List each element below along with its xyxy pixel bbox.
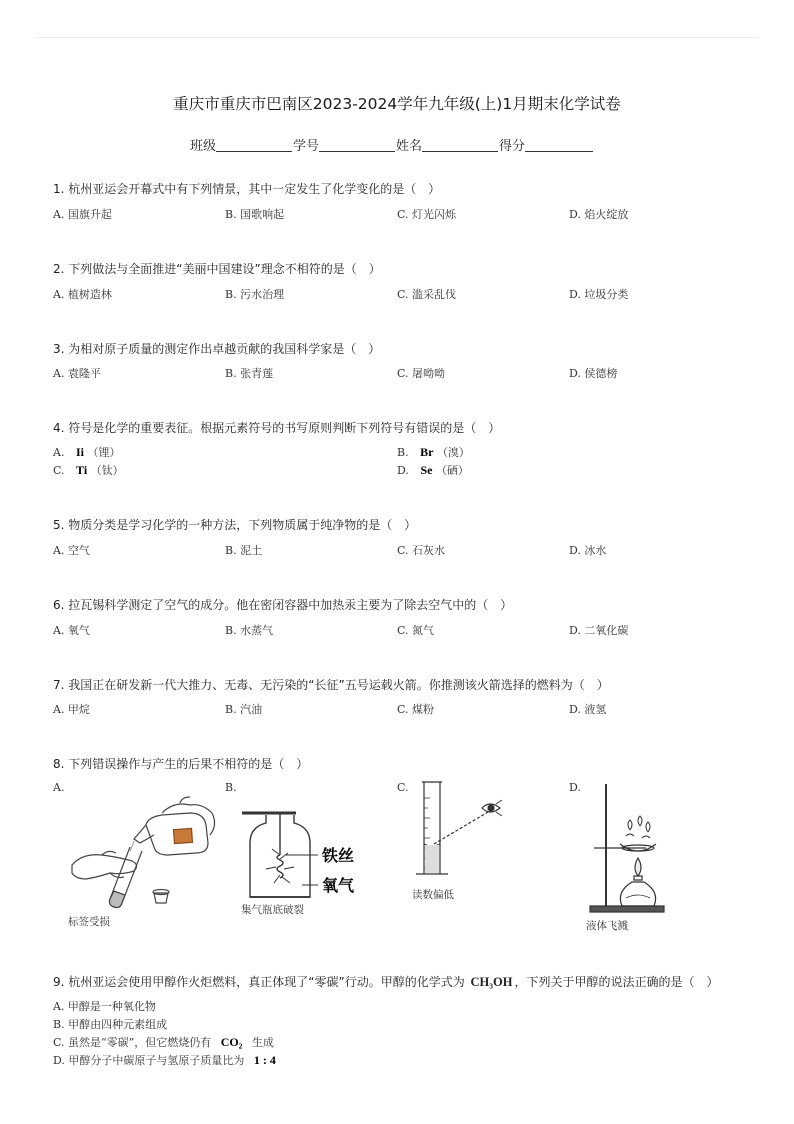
oxygen-label: 氧气 [322, 876, 355, 895]
q4-option-a[interactable] [53, 444, 120, 460]
q9-option-c-after: 生成 [251, 1036, 274, 1049]
q4-option-b[interactable] [397, 444, 470, 460]
q1-option-a[interactable]: A. 国旗升起 [53, 208, 112, 221]
class-label: 班级 [190, 139, 217, 154]
q3-option-b[interactable]: B. 张青莲 [225, 367, 274, 380]
q4-option-a-name: （锂） [87, 446, 121, 459]
q1-option-c[interactable]: C. 灯光闪烁 [397, 208, 457, 221]
q9-formula: CH₃OH [470, 975, 513, 989]
class-blank[interactable] [216, 139, 292, 152]
q7-option-c[interactable]: C. 煤粉 [397, 703, 435, 716]
top-rule [36, 37, 758, 38]
q9-text-before: 9. 杭州亚运会使用甲醇作火炬燃料，真正体现了“零碳”行动。甲醇的化学式为 [53, 975, 465, 989]
cylinder-reading-figure [410, 778, 510, 888]
q8-caption-d: 液体飞溅 [586, 920, 628, 932]
q5-option-a[interactable]: A. 空气 [53, 544, 90, 557]
q8-option-b[interactable]: B. [225, 781, 237, 794]
question-7: 7. 我国正在研发新一代大推力、无毒、无污染的“长征”五号运载火箭。你推测该火箭选择的燃料为（ ） [53, 678, 609, 692]
name-label: 姓名 [396, 139, 423, 154]
question-8: 8. 下列错误操作与产生的后果不相符的是（ ） [53, 757, 309, 771]
q3-option-a[interactable]: A. 袁隆平 [53, 367, 101, 380]
q4-option-a-letter: A. [53, 446, 65, 459]
q6-option-b[interactable]: B. 水蒸气 [225, 624, 274, 637]
score-blank[interactable] [525, 139, 593, 152]
q4-option-c-name: （钛） [90, 464, 124, 477]
q9-option-d-ratio: 1 : 4 [253, 1053, 276, 1067]
q4-option-c-letter: C. [53, 464, 65, 477]
q4-option-d-name: （硒） [435, 464, 469, 477]
q8-caption-c: 读数偏低 [412, 889, 454, 901]
q8-caption-a: 标签受损 [68, 916, 110, 928]
q7-option-a[interactable]: A. 甲烷 [53, 703, 90, 716]
q9-text-after: ，下列关于甲醇的说法正确的是（ ） [514, 975, 719, 989]
gas-bottle-figure [240, 805, 370, 905]
number-blank[interactable] [319, 139, 395, 152]
q8-caption-b: 集气瓶底破裂 [241, 904, 304, 916]
q3-option-c[interactable]: C. 屠呦呦 [397, 367, 446, 380]
score-label: 得分 [499, 139, 526, 154]
q8-option-a[interactable]: A. [53, 781, 65, 794]
q2-option-c[interactable]: C. 滥采乱伐 [397, 288, 457, 301]
q5-option-c[interactable]: C. 石灰水 [397, 544, 446, 557]
q7-option-b[interactable]: B. 汽油 [225, 703, 263, 716]
q4-option-d[interactable] [397, 462, 469, 478]
q6-option-c[interactable]: C. 氮气 [397, 624, 435, 637]
q9-option-c-before: C. 虽然是“零碳”，但它燃烧仍有 [53, 1036, 212, 1049]
q9-option-c-formula: CO₂ [220, 1035, 243, 1049]
q2-option-d[interactable]: D. 垃圾分类 [569, 288, 629, 301]
question-6: 6. 拉瓦锡科学测定了空气的成分。他在密闭容器中加热汞主要为了除去空气中的（ ） [53, 598, 513, 612]
q9-option-d-before: D. 甲醇分子中碳原子与氢原子质量比为 [53, 1054, 245, 1067]
q2-option-a[interactable]: A. 植树造林 [53, 288, 112, 301]
question-1: 1. 杭州亚运会开幕式中有下列情景，其中一定发生了化学变化的是（ ） [53, 182, 441, 196]
question-3: 3. 为相对原子质量的测定作出卓越贡献的我国科学家是（ ） [53, 342, 381, 356]
q5-option-d[interactable]: D. 冰水 [569, 544, 607, 557]
q3-option-d[interactable]: D. 侯德榜 [569, 367, 618, 380]
question-9 [53, 973, 719, 990]
q2-option-b[interactable]: B. 污水治理 [225, 288, 285, 301]
q4-option-b-symbol: Br [420, 445, 434, 459]
question-4: 4. 符号是化学的重要表征。根据元素符号的书写原则判断下列符号有错误的是（ ） [53, 421, 501, 435]
q4-option-c[interactable] [53, 462, 124, 478]
evaporating-figure [586, 780, 676, 915]
q4-option-c-symbol: Ti [76, 463, 88, 477]
q4-option-d-letter: D. [397, 464, 409, 477]
q9-option-c[interactable] [53, 1034, 274, 1050]
q6-option-d[interactable]: D. 二氧化碳 [569, 624, 629, 637]
number-label: 学号 [293, 139, 320, 154]
q4-option-b-name: （溴） [436, 446, 470, 459]
q9-option-b[interactable]: B. 甲醇由四种元素组成 [53, 1018, 168, 1031]
q8-option-c[interactable]: C. [397, 781, 409, 794]
q1-option-d[interactable]: D. 焰火绽放 [569, 208, 629, 221]
q9-option-a[interactable]: A. 甲醇是一种氧化物 [53, 1000, 156, 1013]
question-5: 5. 物质分类是学习化学的一种方法，下列物质属于纯净物的是（ ） [53, 518, 417, 532]
page-title: 重庆市重庆市巴南区2023-2024学年九年级(上)1月期末化学试卷 [173, 95, 621, 113]
q4-option-d-symbol: Se [420, 463, 433, 477]
q1-option-b[interactable]: B. 国歌响起 [225, 208, 285, 221]
q6-option-a[interactable]: A. 氧气 [53, 624, 90, 637]
q4-option-b-letter: B. [397, 446, 409, 459]
name-blank[interactable] [422, 139, 498, 152]
q8-option-d[interactable]: D. [569, 781, 581, 794]
q9-option-d[interactable] [53, 1052, 282, 1068]
question-2: 2. 下列做法与全面推进“美丽中国建设”理念不相符的是（ ） [53, 262, 381, 276]
student-info-row [190, 135, 594, 154]
pouring-liquid-figure [62, 795, 222, 910]
wire-label: 铁丝 [322, 846, 355, 865]
q7-option-d[interactable]: D. 液氢 [569, 703, 607, 716]
q4-option-a-symbol: Ii [75, 445, 84, 459]
q5-option-b[interactable]: B. 泥土 [225, 544, 263, 557]
